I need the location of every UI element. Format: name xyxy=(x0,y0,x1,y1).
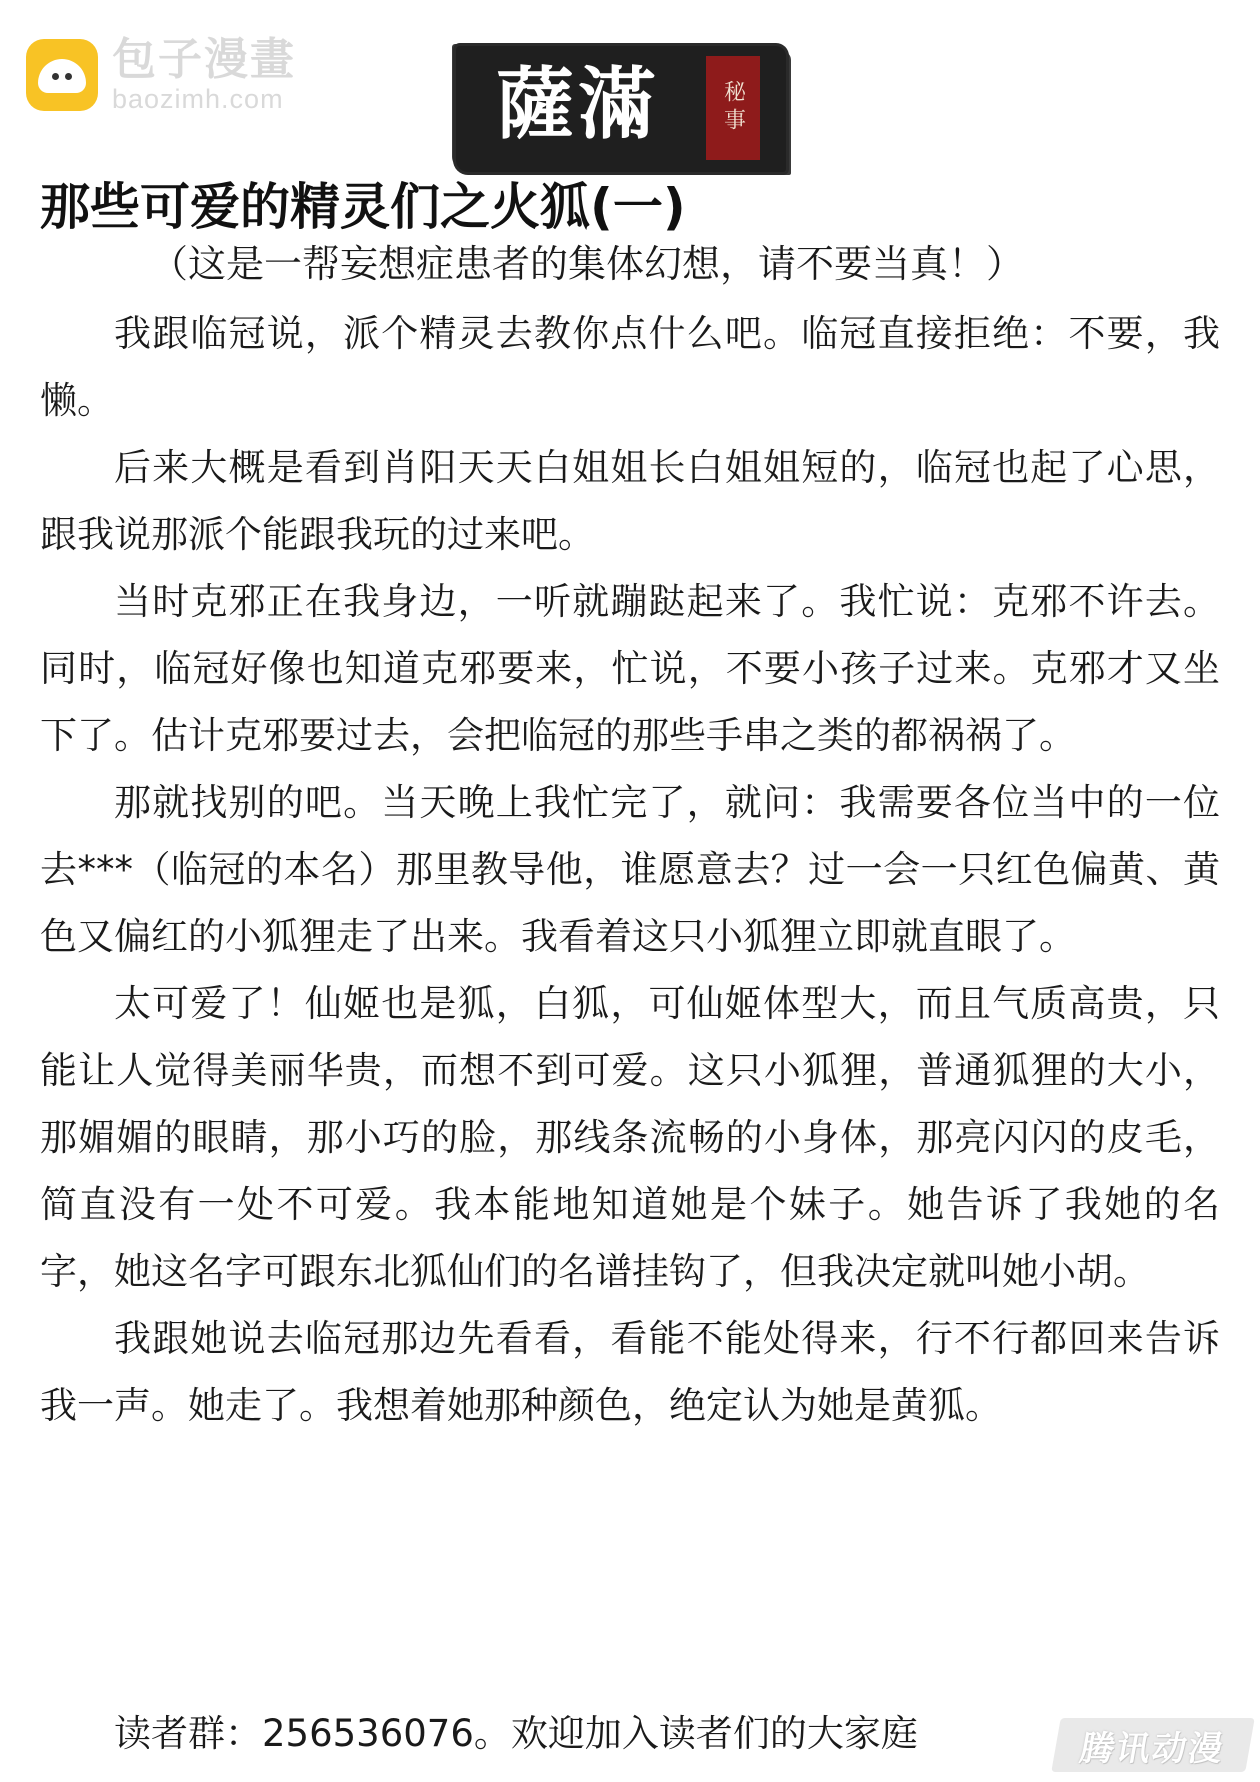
site-watermark xyxy=(26,30,326,120)
paragraph: 后来大概是看到肖阳天天白姐姐长白姐姐短的，临冠也起了心思，跟我说那派个能跟我玩的过来吧。 xyxy=(40,446,1220,556)
corner-watermark-text: 腾讯动漫 xyxy=(1076,1728,1228,1769)
bun-face-icon xyxy=(26,39,98,111)
reader-group-note: 读者群：256536076。欢迎加入读者们的大家庭 xyxy=(114,1712,918,1755)
logo-seal: 秘事 xyxy=(706,56,760,160)
chapter-title: 那些可爱的精灵们之火狐(一) xyxy=(40,178,686,236)
logo-title: 薩滿 xyxy=(496,59,661,150)
paragraph: 太可爱了！仙姬也是狐，白狐，可仙姬体型大，而且气质高贵，只能让人觉得美丽华贵，而想不到可爱。这只小狐狸，普通狐狸的大小，那媚媚的眼睛，那小巧的脸，那线条流畅的小身体，那亮闪闪的皮毛，简直没有一处不可爱。我本能地知道她是个妹子。她告诉了我她的名字，她这名字可跟东北狐仙们的名谱挂钩了，但我决定就叫她小胡。 xyxy=(40,982,1220,1293)
series-logo xyxy=(456,46,786,172)
paragraph: 那就找别的吧。当天晚上我忙完了，就问：我需要各位当中的一位去***（临冠的本名）那里教导他，谁愿意去？过一会一只红色偏黄、黄色又偏红的小狐狸走了出来。我看着这只小狐狸立即就直眼了。 xyxy=(40,781,1220,958)
paragraph: 我跟临冠说，派个精灵去教你点什么吧。临冠直接拒绝：不要，我懒。 xyxy=(40,312,1220,422)
chapter-subtitle: （这是一帮妄想症患者的集体幻想，请不要当真！） xyxy=(150,242,1025,286)
corner-watermark xyxy=(1051,1718,1255,1772)
paragraph: 我跟她说去临冠那边先看看，看能不能处得来，行不行都回来告诉我一声。她走了。我想着她那种颜色，绝定认为她是黄狐。 xyxy=(40,1317,1220,1427)
watermark-url: baozimh.com xyxy=(112,83,284,114)
paragraph: 当时克邪正在我身边，一听就蹦跶起来了。我忙说：克邪不许去。同时，临冠好像也知道克邪要来，忙说，不要小孩子过来。克邪才又坐下了。估计克邪要过去，会把临冠的那些手串之类的都祸祸了。 xyxy=(40,580,1220,757)
article-body xyxy=(40,300,1220,1439)
watermark-name: 包子漫畫 xyxy=(112,33,296,85)
